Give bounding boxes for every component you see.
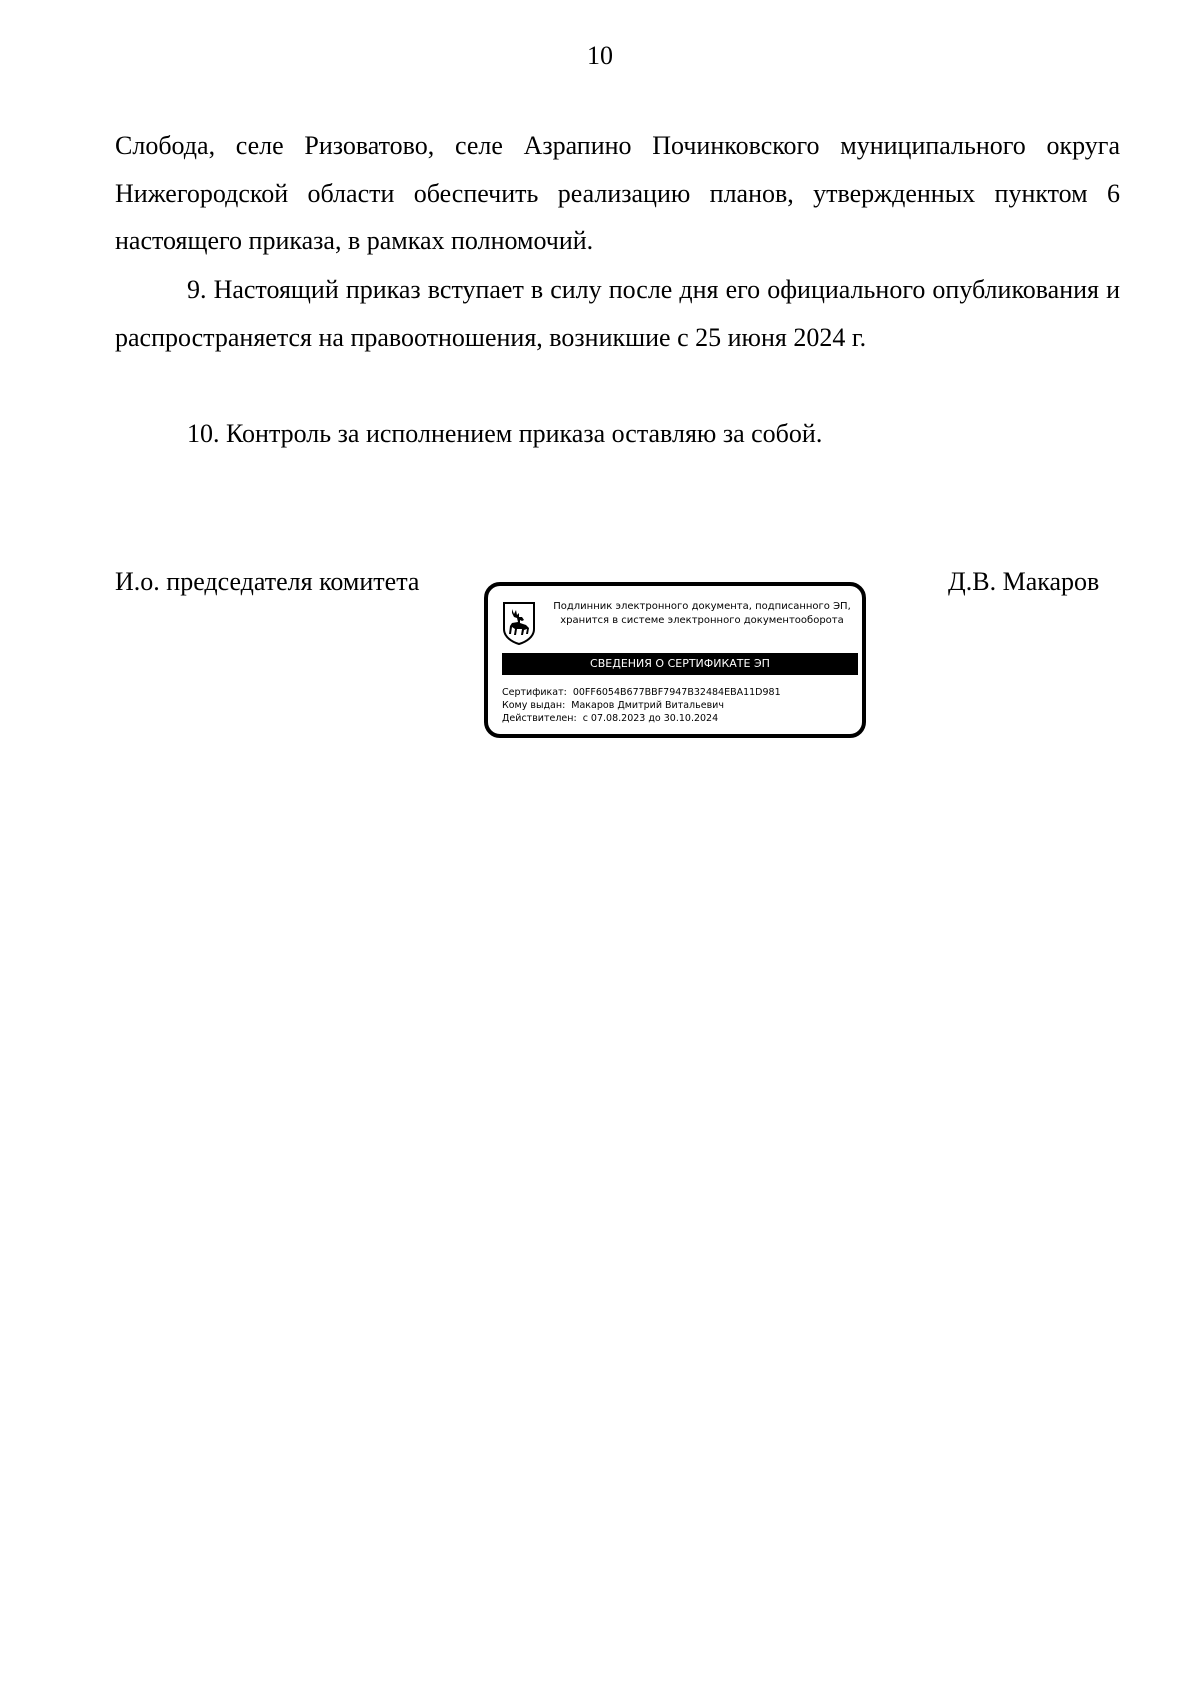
- certificate-value: 00FF6054B677BBF7947B32484EBA11D981: [572, 687, 781, 698]
- page-number: 10: [587, 41, 613, 70]
- deer-emblem-icon: [502, 601, 536, 645]
- valid-value: с 07.08.2023 до 30.10.2024: [582, 713, 719, 724]
- signer-position: И.о. председателя комитета: [115, 567, 420, 596]
- stamp-header-line1: Подлинник электронного документа, подписанного ЭП,: [553, 601, 851, 612]
- certificate-label: Сертификат:: [502, 687, 567, 698]
- paragraph-continuation: Слобода, селе Ризоватово, селе Азрапино Починковского муниципального округа Нижегородской области обеспечить реализацию планов, утвержденных пунктом 6 настоящего приказа, в рамках полномочий.: [115, 131, 1120, 255]
- issued-to-value: Макаров Дмитрий Витальевич: [571, 700, 724, 711]
- stamp-title-bar: СВЕДЕНИЯ О СЕРТИФИКАТЕ ЭП: [502, 653, 858, 675]
- stamp-valid-row: [502, 712, 858, 725]
- stamp-header-line2: хранится в системе электронного документооборота: [560, 615, 844, 626]
- stamp-issued-to-row: [502, 699, 858, 712]
- signer-name: Д.В. Макаров: [948, 567, 1100, 596]
- issued-to-label: Кому выдан:: [502, 700, 566, 711]
- stamp-certificate-row: [502, 686, 858, 699]
- stamp-header: [544, 600, 860, 628]
- electronic-signature-stamp: [484, 582, 866, 738]
- valid-label: Действителен:: [502, 713, 577, 724]
- stamp-details: [502, 686, 858, 725]
- paragraph-10: 10. Контроль за исполнением приказа оставляю за собой.: [187, 419, 823, 448]
- paragraph-9: 9. Настоящий приказ вступает в силу после дня его официального опубликования и распространяется на правоотношения, возникшие с 25 июня 2024 г.: [115, 275, 1120, 352]
